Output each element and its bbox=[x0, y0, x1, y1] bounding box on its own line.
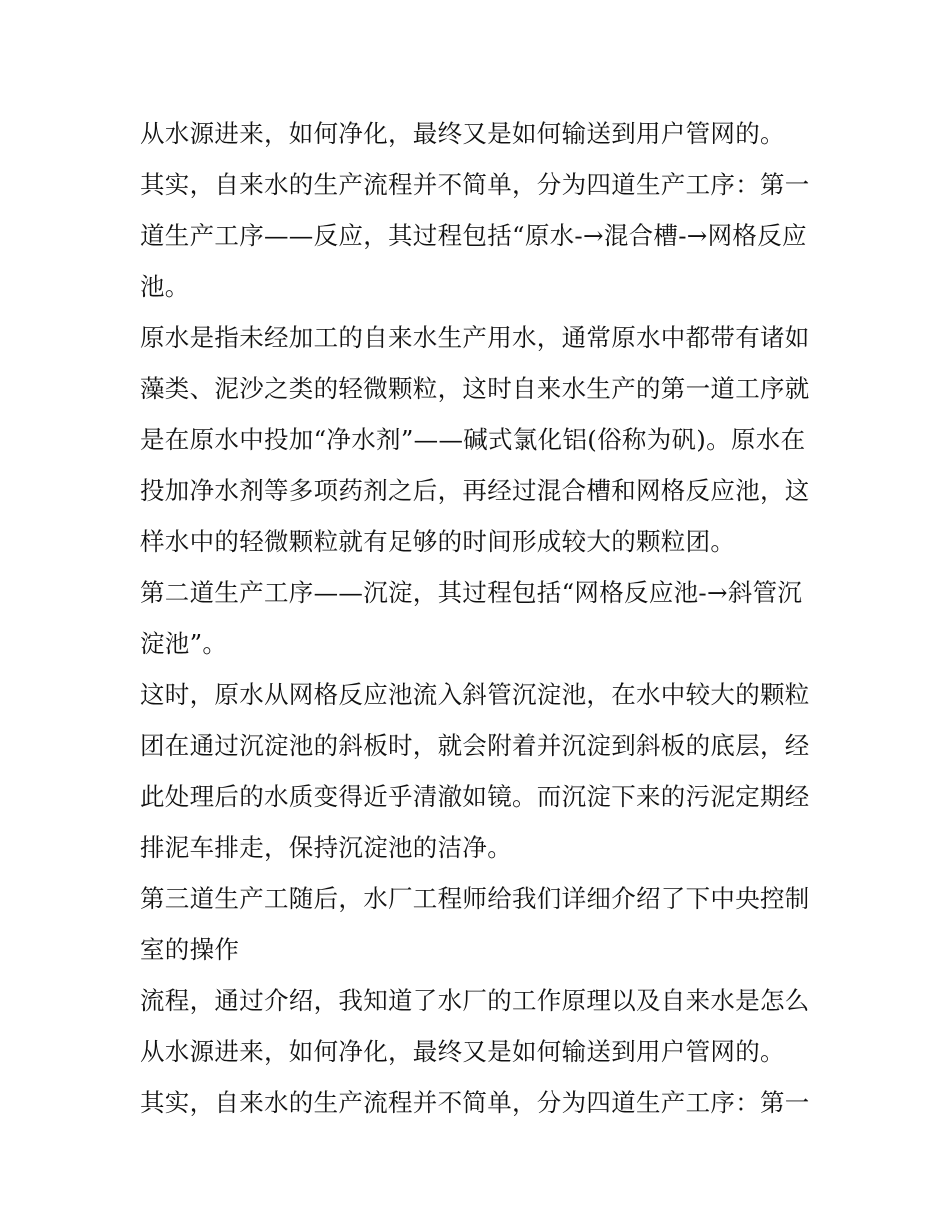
text-line: 排泥车排走，保持沉淀池的洁净。 bbox=[140, 833, 512, 862]
text-line: 这时，原水从网格反应池流入斜管沉淀池，在水中较大的颗粒 bbox=[140, 680, 810, 709]
document-body bbox=[140, 108, 820, 1128]
text-line: 池。 bbox=[140, 272, 190, 301]
text-line: 室的操作 bbox=[140, 935, 240, 964]
text-line: 此处理后的水质变得近乎清澈如镜。而沉淀下来的污泥定期经 bbox=[140, 782, 810, 811]
text-line: 团在通过沉淀池的斜板时，就会附着并沉淀到斜板的底层，经 bbox=[140, 731, 810, 760]
text-line: 其实，自来水的生产流程并不简单，分为四道生产工序：第一 bbox=[140, 170, 810, 199]
text-line: 第二道生产工序——沉淀，其过程包括“网格反应池-→斜管沉 bbox=[140, 578, 803, 607]
text-line: 道生产工序——反应，其过程包括“原水-→混合槽-→网格反应 bbox=[140, 221, 807, 250]
text-line: 从水源进来，如何净化，最终又是如何输送到用户管网的。 bbox=[140, 1037, 785, 1066]
text-line: 样水中的轻微颗粒就有足够的时间形成较大的颗粒团。 bbox=[140, 527, 736, 556]
text-line: 第三道生产工随后，水厂工程师给我们详细介绍了下中央控制 bbox=[140, 884, 810, 913]
text-line: 淀池”。 bbox=[140, 629, 228, 658]
text-line: 其实，自来水的生产流程并不简单，分为四道生产工序：第一 bbox=[140, 1088, 810, 1117]
text-line: 从水源进来，如何净化，最终又是如何输送到用户管网的。 bbox=[140, 119, 785, 148]
text-line: 流程，通过介绍，我知道了水厂的工作原理以及自来水是怎么 bbox=[140, 986, 810, 1015]
text-line: 藻类、泥沙之类的轻微颗粒，这时自来水生产的第一道工序就 bbox=[140, 374, 810, 403]
text-line: 是在原水中投加“净水剂”——碱式氯化铝(俗称为矾)。原水在 bbox=[140, 425, 806, 454]
text-line: 原水是指未经加工的自来水生产用水，通常原水中都带有诸如 bbox=[140, 323, 810, 352]
text-line: 投加净水剂等多项药剂之后，再经过混合槽和网格反应池，这 bbox=[140, 476, 810, 505]
